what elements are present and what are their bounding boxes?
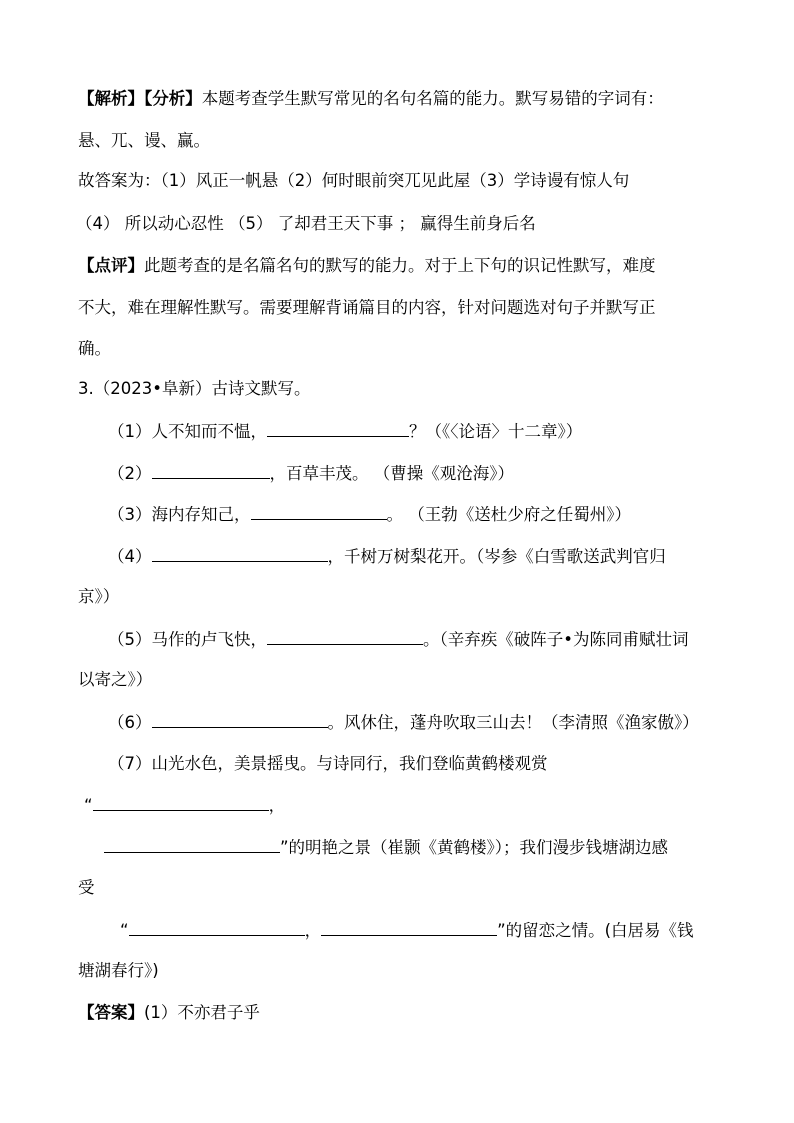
q5-prefix: （5）马作的卢飞快，	[108, 630, 267, 649]
analysis-tag: 【解析】	[78, 89, 144, 108]
q1-blank[interactable]	[267, 420, 409, 437]
comment-text-2: 不大，难在理解性默写。需要理解背诵篇目的内容，针对问题选对句子并默写正	[78, 298, 656, 317]
q5-continuation: 以寄之》）	[78, 670, 153, 689]
analysis-line-1	[78, 88, 664, 110]
q2-suffix: ，百草丰茂。 （曹操《观沧海》）	[269, 464, 514, 483]
q4-suffix: ，千树万树梨花开。（岑参《白雪歌送武判官归	[327, 547, 666, 566]
q7-text: （7）山光水色，美景摇曳。与诗同行，我们登临黄鹤楼观赏	[108, 754, 548, 773]
question-item-1	[108, 420, 582, 443]
question-item-7-line-5	[120, 919, 694, 942]
analysis-text: 本题考查学生默写常见的名句名篇的能力。默写易错的字词有：	[201, 89, 664, 108]
q7-suffix-2: ”的留恋之情。(白居易《钱	[497, 921, 694, 940]
q4-prefix: （4）	[108, 547, 152, 566]
question-item-7-line-4	[78, 877, 95, 899]
q6-prefix: （6）	[108, 713, 152, 732]
question-item-5	[108, 628, 688, 651]
q1-prefix: （1）人不知而不愠，	[108, 422, 267, 441]
q7-continuation: 受	[78, 878, 95, 897]
question-item-3	[108, 503, 631, 526]
q5-blank[interactable]	[267, 628, 423, 645]
answer-text: (1）不亦君子乎	[144, 1003, 260, 1022]
q7-open-quote: “	[84, 796, 93, 815]
answer-intro-text-2: （4） 所以动心忍性 （5） 了却君王天下事 ； 赢得生前身后名	[76, 214, 536, 233]
question-item-7-line-2	[84, 794, 285, 817]
question-item-2	[108, 462, 514, 485]
q3-blank[interactable]	[251, 503, 387, 520]
question-item-7	[108, 753, 548, 775]
answer-intro-text-1: （1）风正一帆悬（2）何时眼前突兀见此屋（3）学诗谩有惊人句	[160, 171, 630, 190]
question-title-text: 3.（2023•阜新）古诗文默写。	[78, 379, 311, 398]
q7-open-quote-2: “	[120, 921, 129, 940]
q7-suffix: ”的明艳之景（崔颢《黄鹤楼》）；我们漫步钱塘湖边感	[280, 838, 669, 857]
q4-continuation: 京》）	[78, 587, 120, 606]
q7-blank-4[interactable]	[321, 919, 497, 936]
q6-blank[interactable]	[152, 711, 328, 728]
q7-continuation-2: 塘湖春行》)	[78, 961, 159, 980]
question-item-5-cont	[78, 669, 152, 691]
fenxi-tag: 【分析】	[144, 89, 202, 108]
analysis-text-2: 悬、兀、谩、赢。	[78, 131, 210, 150]
question-item-6	[108, 711, 699, 734]
q7-comma: ，	[268, 796, 286, 815]
q2-prefix: （2）	[108, 464, 152, 483]
answer-intro-label: 故答案为：	[78, 171, 161, 190]
answer-intro-line-1	[78, 170, 629, 192]
answer-intro-line-2	[76, 213, 536, 235]
question-item-4	[108, 545, 666, 568]
answer-line	[78, 1002, 260, 1024]
q7-blank-2[interactable]	[104, 836, 280, 853]
analysis-line-2	[78, 130, 210, 152]
comment-tag: 【点评】	[78, 256, 144, 275]
q6-suffix: 。风休住，蓬舟吹取三山去！（李清照《渔家傲》）	[327, 713, 699, 732]
comment-line-2	[78, 297, 656, 319]
q4-blank[interactable]	[152, 545, 328, 562]
q3-prefix: （3）海内存知己，	[108, 505, 251, 524]
question-title	[78, 378, 310, 400]
question-item-4-cont	[78, 586, 119, 608]
q1-suffix: ？（《〈论语〉十二章》）	[409, 422, 583, 441]
q2-blank[interactable]	[152, 462, 270, 479]
q3-suffix: 。 （王勃《送杜少府之任蜀州》）	[386, 505, 631, 524]
question-item-7-line-3	[104, 836, 668, 859]
q7-blank-1[interactable]	[93, 794, 269, 811]
comment-line-1	[78, 255, 656, 277]
comment-text-1: 此题考查的是名篇名句的默写的能力。对于上下句的识记性默写，难度	[144, 256, 656, 275]
comment-text-3: 确。	[78, 339, 111, 358]
question-item-7-line-6	[78, 960, 159, 982]
comment-line-3	[78, 338, 111, 360]
q7-comma-2: ，	[304, 921, 322, 940]
q7-blank-3[interactable]	[129, 919, 305, 936]
answer-tag: 【答案】	[78, 1003, 144, 1022]
q5-suffix: 。（辛弃疾《破阵子•为陈同甫赋壮词	[423, 630, 689, 649]
